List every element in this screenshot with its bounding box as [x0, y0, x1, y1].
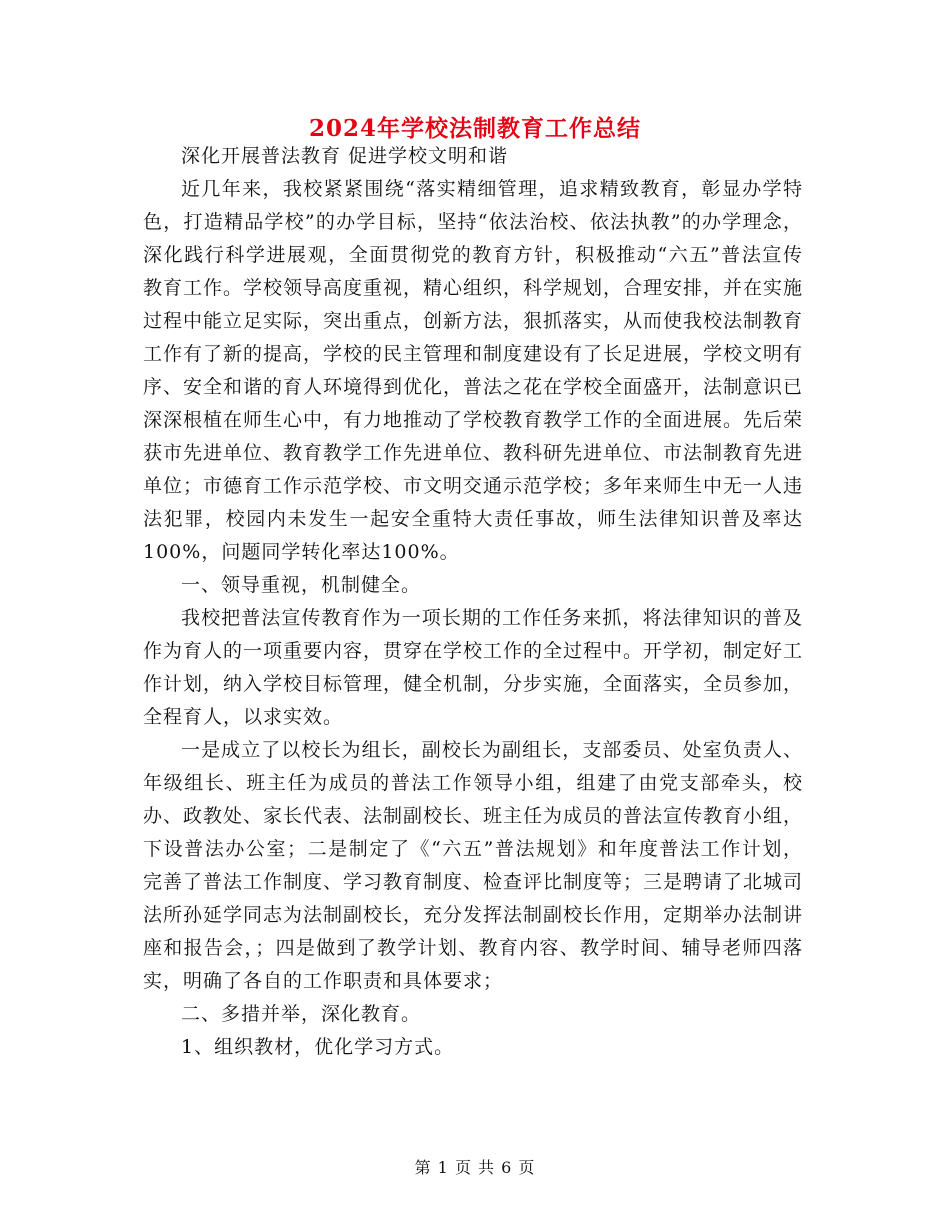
section-heading: 二、多措并举，深化教育。 [181, 1003, 422, 1025]
page-footer: 第 1 页 共 6 页 [414, 1158, 536, 1177]
subtitle-paragraph: 深化开展普法教育 促进学校文明和谐 [181, 145, 509, 167]
body-paragraph: 近几年来，我校紧紧围绕“落实精细管理，追求精致教育，彰显办学特色，打造精品学校”的办学目标，坚持“依法治校、依法执教”的办学理念，深化践行科学进展观，全面贯彻党的教育方针，积极推动“六五”普法宣传教育工作。学校领导高度重视，精心组织，科学规划，合理安排，并在实施过程中能立足实际，突出重点，创新方法，狠抓落实，从而使我校法制教育工作有了新的提高，学校的民主管理和制度建设有了长足进展，学校文明有序、安全和谐的育人环境得到优化，普法之花在学校全面盛开，法制意识已深深根植在师生心中，有力地推动了学校教育教学工作的全面进展。先后荣获市先进单位、教育教学工作先进单位、教科研先进单位、市法制教育先进单位；市德育工作示范学校、市文明交通示范学校；多年来师生中无一人违法犯罪，校园内未发生一起安全重特大责任事故，师生法律知识普及率达100%，问题同学转化率达100%。 [143, 178, 804, 563]
body-paragraph: 我校把普法宣传教育作为一项长期的工作任务来抓，将法律知识的普及作为育人的一项重要内容，贯穿在学校工作的全过程中。开学初，制定好工作计划，纳入学校目标管理，健全机制，分步实施，全面落实，全员参加，全程育人，以求实效。 [143, 607, 804, 728]
section-heading: 一、领导重视，机制健全。 [181, 574, 422, 596]
subsection-heading: 1、组织教材，优化学习方式。 [181, 1036, 455, 1058]
body-paragraph: 一是成立了以校长为组长，副校长为副组长，支部委员、处室负责人、年级组长、班主任为成员的普法工作领导小组，组建了由党支部牵头，校办、政教处、家长代表、法制副校长、班主任为成员的普法宣传教育小组，下设普法办公室；二是制定了《“六五”普法规划》和年度普法工作计划，完善了普法工作制度、学习教育制度、检查评比制度等；三是聘请了北城司法所孙延学同志为法制副校长，充分发挥法制副校长作用，定期举办法制讲座和报告会，；四是做到了教学计划、教育内容、教学时间、辅导老师四落实，明确了各自的工作职责和具体要求； [143, 739, 804, 992]
document-title: 2024年学校法制教育工作总结 [308, 115, 641, 142]
document-body [143, 140, 803, 1064]
